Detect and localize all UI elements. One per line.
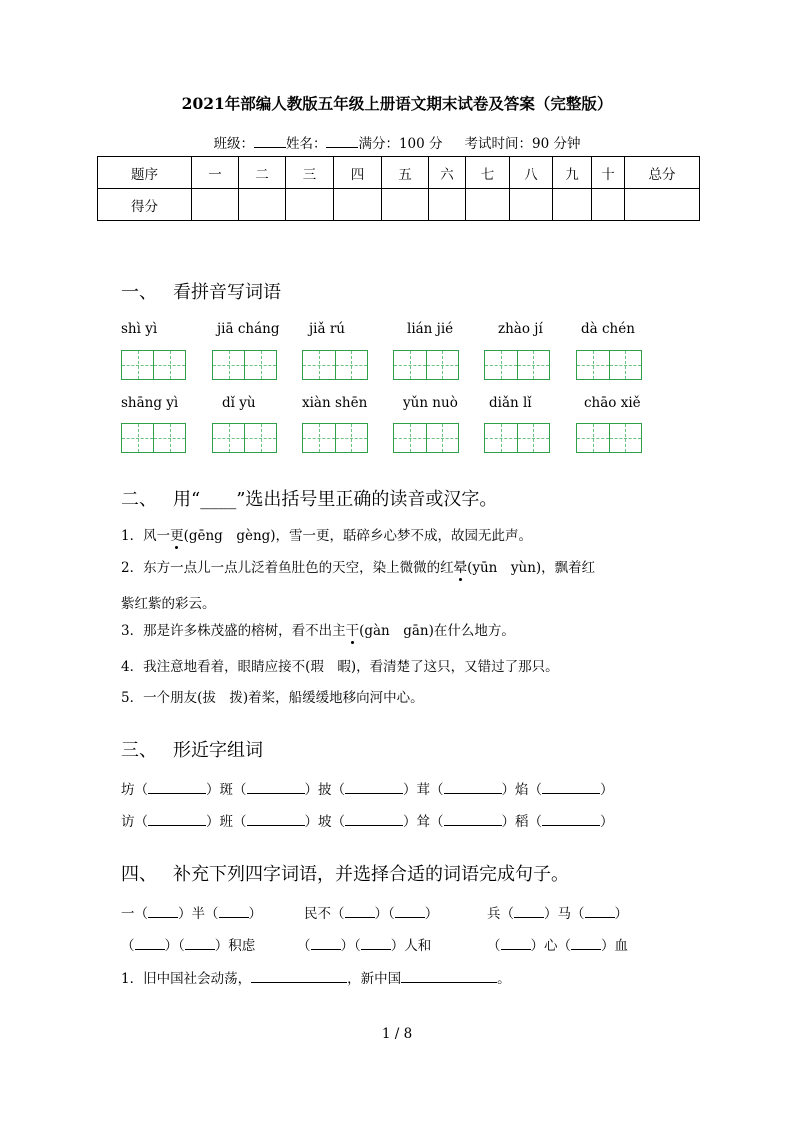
tianzi-box[interactable]: [576, 350, 642, 380]
header-cell: 十: [592, 157, 625, 189]
header-cell: 一: [192, 157, 239, 189]
score-cell[interactable]: [510, 189, 553, 221]
header-cell: 六: [429, 157, 466, 189]
pinyin-label: dà chén: [581, 321, 635, 337]
question-2-2: 2．东方一点儿一点儿泛着鱼肚色的天空，染上微微的红晕(yūn yùn)，飘着红: [121, 556, 595, 576]
name-label: 姓名：: [285, 136, 327, 152]
pinyin-label: zhào jí: [498, 321, 543, 337]
section-title: 用“____”选出括号里正确的读音或汉字。: [173, 489, 498, 510]
score-cell[interactable]: [592, 189, 625, 221]
header-cell: 九: [553, 157, 592, 189]
score-cell[interactable]: [466, 189, 510, 221]
row-label: 得分: [98, 189, 192, 221]
tianzi-box[interactable]: [484, 350, 550, 380]
answer-blank[interactable]: [185, 937, 215, 950]
char-row-1: 坊（ ）斑（ ）披（ ）茸（ ）焰（ ）: [121, 782, 614, 798]
question-2-1: 1．风一更(gēng gèng)，雪一更，聒碎乡心梦不成，故园无此声。: [121, 524, 532, 544]
idiom-3: 兵（ ）马（ ）: [487, 906, 628, 922]
answer-blank[interactable]: [501, 937, 531, 950]
answer-blank[interactable]: [148, 905, 178, 918]
pinyin-label: dǐ yù: [222, 395, 256, 411]
answer-blank[interactable]: [542, 813, 600, 826]
section-number: 二、: [121, 489, 157, 510]
exam-time: 考试时间：90 分钟: [464, 136, 581, 152]
score-cell[interactable]: [192, 189, 239, 221]
answer-blank[interactable]: [148, 813, 206, 826]
tianzi-box[interactable]: [302, 350, 368, 380]
section-title: 看拼音写词语: [173, 282, 281, 303]
section-number: 一、: [121, 282, 157, 303]
answer-blank[interactable]: [345, 781, 403, 794]
answer-blank[interactable]: [395, 905, 425, 918]
score-cell[interactable]: [334, 189, 382, 221]
tianzi-box[interactable]: [393, 350, 459, 380]
pinyin-label: chāo xiě: [584, 395, 641, 411]
header-cell: 题序: [98, 157, 192, 189]
header-cell: 三: [286, 157, 334, 189]
pinyin-label: yǔn nuò: [403, 395, 458, 411]
tianzi-box[interactable]: [121, 423, 186, 453]
answer-blank[interactable]: [247, 813, 305, 826]
char-row-2: 访（ ）班（ ）坡（ ）耸（ ）稻（ ）: [121, 814, 614, 830]
section-1-heading: [121, 278, 281, 304]
answer-blank[interactable]: [345, 905, 375, 918]
idiom-2: 民不（ ）（ ）: [304, 906, 439, 922]
tianzi-box[interactable]: [302, 423, 368, 453]
answer-blank[interactable]: [219, 905, 249, 918]
section-title: 补充下列四字词语，并选择合适的词语完成句子。: [173, 864, 569, 885]
answer-blank[interactable]: [444, 813, 502, 826]
section-2-heading: [121, 485, 497, 511]
pinyin-label: jiā cháng: [217, 321, 280, 337]
exam-info: [0, 132, 794, 152]
score-cell[interactable]: [286, 189, 334, 221]
idiom-4: （ ）（ ）积虑: [121, 938, 256, 954]
dotted-char: 干: [346, 619, 360, 639]
section-4-heading: [121, 860, 569, 886]
score-row: [98, 189, 700, 221]
score-cell[interactable]: [429, 189, 466, 221]
question-4-1: 1．旧中国社会动荡， ，新中国 。: [121, 971, 511, 987]
answer-blank[interactable]: [542, 781, 600, 794]
pinyin-label: diǎn lǐ: [489, 395, 532, 411]
section-title: 形近字组词: [173, 740, 263, 761]
answer-blank[interactable]: [247, 781, 305, 794]
question-2-2-continued: 紫红紫的彩云。: [121, 596, 216, 612]
dotted-char: 更: [170, 524, 184, 544]
section-number: 四、: [121, 864, 157, 885]
question-2-5: 5．一个朋友(拔 拨)着桨，船缓缓地移向河中心。: [121, 690, 424, 706]
pinyin-label: lián jié: [407, 321, 454, 337]
tianzi-box[interactable]: [212, 350, 277, 380]
score-table: [97, 156, 700, 221]
header-cell: 四: [334, 157, 382, 189]
answer-blank[interactable]: [444, 781, 502, 794]
answer-blank[interactable]: [401, 970, 497, 983]
header-cell: 五: [382, 157, 429, 189]
idiom-1: 一（ ）半（ ）: [121, 906, 262, 922]
answer-blank[interactable]: [514, 905, 544, 918]
section-3-heading: [121, 736, 263, 762]
score-cell[interactable]: [625, 189, 700, 221]
full-marks: 满分：100 分: [358, 136, 443, 152]
answer-blank[interactable]: [571, 937, 601, 950]
answer-blank[interactable]: [345, 813, 403, 826]
header-cell: 八: [510, 157, 553, 189]
tianzi-box[interactable]: [393, 423, 459, 453]
tianzi-box[interactable]: [212, 423, 277, 453]
question-2-4: 4．我注意地看着，眼睛应接不(瑕 暇)，看清楚了这只，又错过了那只。: [121, 659, 559, 675]
answer-blank[interactable]: [311, 937, 341, 950]
answer-blank[interactable]: [148, 781, 206, 794]
page-number: 1 / 8: [381, 1026, 413, 1042]
section-number: 三、: [121, 740, 157, 761]
score-cell[interactable]: [382, 189, 429, 221]
answer-blank[interactable]: [585, 905, 615, 918]
class-label: 班级：: [213, 136, 254, 152]
tianzi-box[interactable]: [576, 423, 642, 453]
answer-blank[interactable]: [361, 937, 391, 950]
score-cell[interactable]: [239, 189, 286, 221]
header-cell: 总分: [625, 157, 700, 189]
pinyin-label: xiàn shēn: [302, 395, 368, 411]
header-cell: 七: [466, 157, 510, 189]
header-cell: 二: [239, 157, 286, 189]
answer-blank[interactable]: [251, 970, 347, 983]
idiom-6: （ ）心（ ）血: [487, 938, 628, 954]
tianzi-box[interactable]: [484, 423, 550, 453]
page-title: 2021年部编人教版五年级上册语文期末试卷及答案（完整版）: [181, 94, 613, 113]
score-cell[interactable]: [553, 189, 592, 221]
pinyin-label: jiǎ rú: [309, 321, 345, 337]
score-header-row: [98, 157, 700, 189]
dotted-char: 晕: [454, 556, 468, 576]
class-blank[interactable]: [254, 135, 286, 148]
answer-blank[interactable]: [135, 937, 165, 950]
name-blank[interactable]: [326, 135, 358, 148]
pinyin-label: shì yì: [121, 321, 158, 337]
pinyin-label: shāng yì: [121, 395, 179, 411]
tianzi-box[interactable]: [121, 350, 186, 380]
idiom-5: （ ）（ ）人和: [297, 938, 432, 954]
question-2-3: 3．那是许多株茂盛的榕树，看不出主干(gàn gān)在什么地方。: [121, 619, 515, 639]
